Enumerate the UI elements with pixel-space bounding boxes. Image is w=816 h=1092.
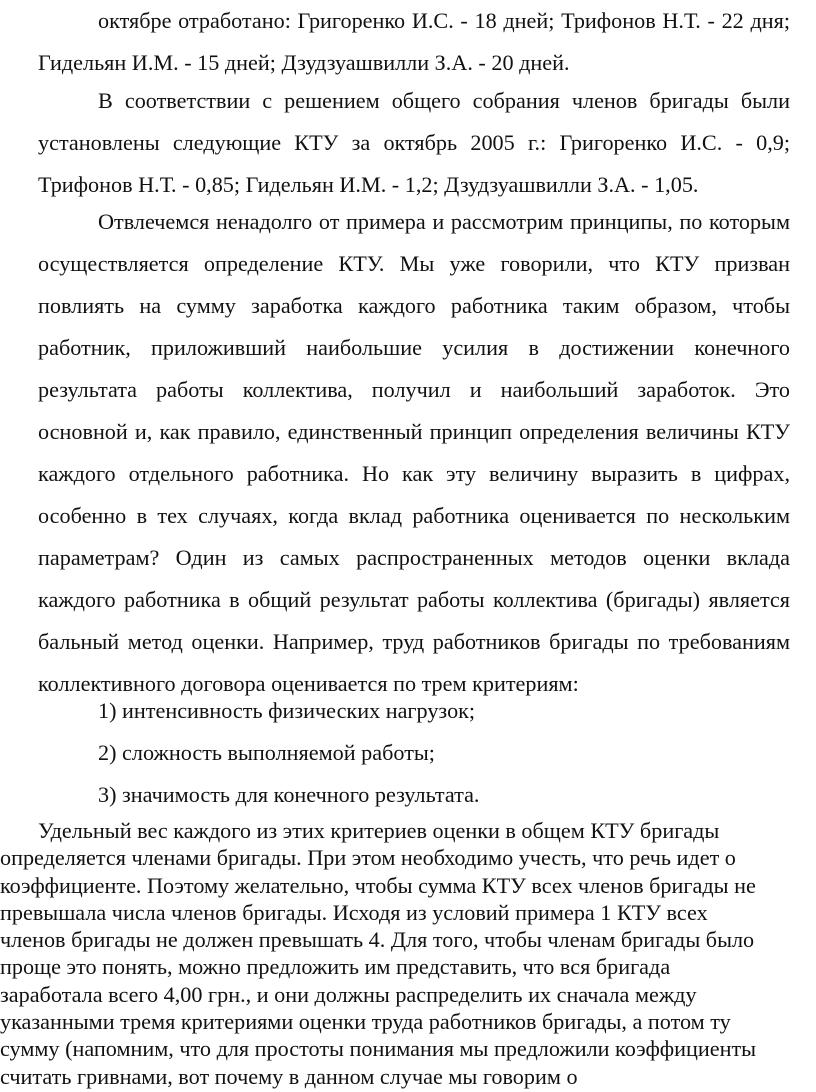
criteria-item-2: 2) сложность выполняемой работы; [98, 740, 435, 765]
criteria-item-3: 3) значимость для конечного результата. [98, 782, 480, 807]
paragraph-continued: октябре отработано: Григоренко И.С. - 18 дней; Трифонов Н.Т. - 22 дня; Гидельян И.М. - 15 дней; Дзудзуашвилли З.А. - 20 дней. [38, 8, 790, 75]
text-line: превышала числа членов бригады. Исходя из условий примера 1 КТУ всех [0, 899, 708, 925]
text-line: сумму (напомним, что для простоты понимания мы предложили коэффициенты [0, 1036, 757, 1062]
paragraph-ktu-values: В соответствии с решением общего собрания членов бригады были установлены следующие КТУ за октябрь 2005 г.: Григоренко И.С. - 0,9; Трифонов Н.Т. - 0,85; Гидельян И.М. - 1,2; Дзудзуашвилли З.А. - 1,05. [38, 88, 790, 197]
paragraph-weights [0, 817, 806, 1090]
text-line: определяется членами бригады. При этом необходимо учесть, что речь идет о [0, 845, 736, 871]
criteria-item-1: 1) интенсивность физических нагрузок; [98, 698, 476, 723]
text-line: проще это понять, можно предложить им представить, что вся бригада [0, 954, 671, 980]
text-line: заработала всего 4,00 грн., и они должны распределить их сначала между [0, 981, 697, 1007]
text-line: коэффициенте. Поэтому желательно, чтобы сумма КТУ всех членов бригады не [0, 872, 756, 898]
text-line: членов бригады не должен превышать 4. Для того, чтобы членам бригады было [0, 927, 755, 953]
paragraph-principles: Отвлечемся ненадолго от примера и рассмотрим принципы, по которым осуществляется определение КТУ. Мы уже говорили, что КТУ призван повлиять на сумму заработка каждого работника таким образом, чтобы работник, приложивший наибольшие усилия в достижении конечного результата работы коллектива, получил и наибольший заработок. Это основной и, как правило, единственный принцип определения величины КТУ каждого отдельного работника. Но как эту величину выразить в цифрах, особенно в тех случаях, когда вклад работника оценивается по нескольким параметрам? Один из самых распространенных методов оценки вклада каждого работника в общий результат работы коллектива (бригады) является бальный метод оценки. Например, труд работников бригады по требованиям коллективного договора оценивается по трем критериям: [38, 209, 790, 696]
text-line: указанными тремя критериями оценки труда работников бригады, а потом ту [0, 1009, 731, 1035]
text-line: Удельный вес каждого из этих критериев оценки в общем КТУ бригады [38, 818, 720, 843]
text-line: считать гривнами, вот почему в данном случае мы говорим о [0, 1063, 578, 1089]
